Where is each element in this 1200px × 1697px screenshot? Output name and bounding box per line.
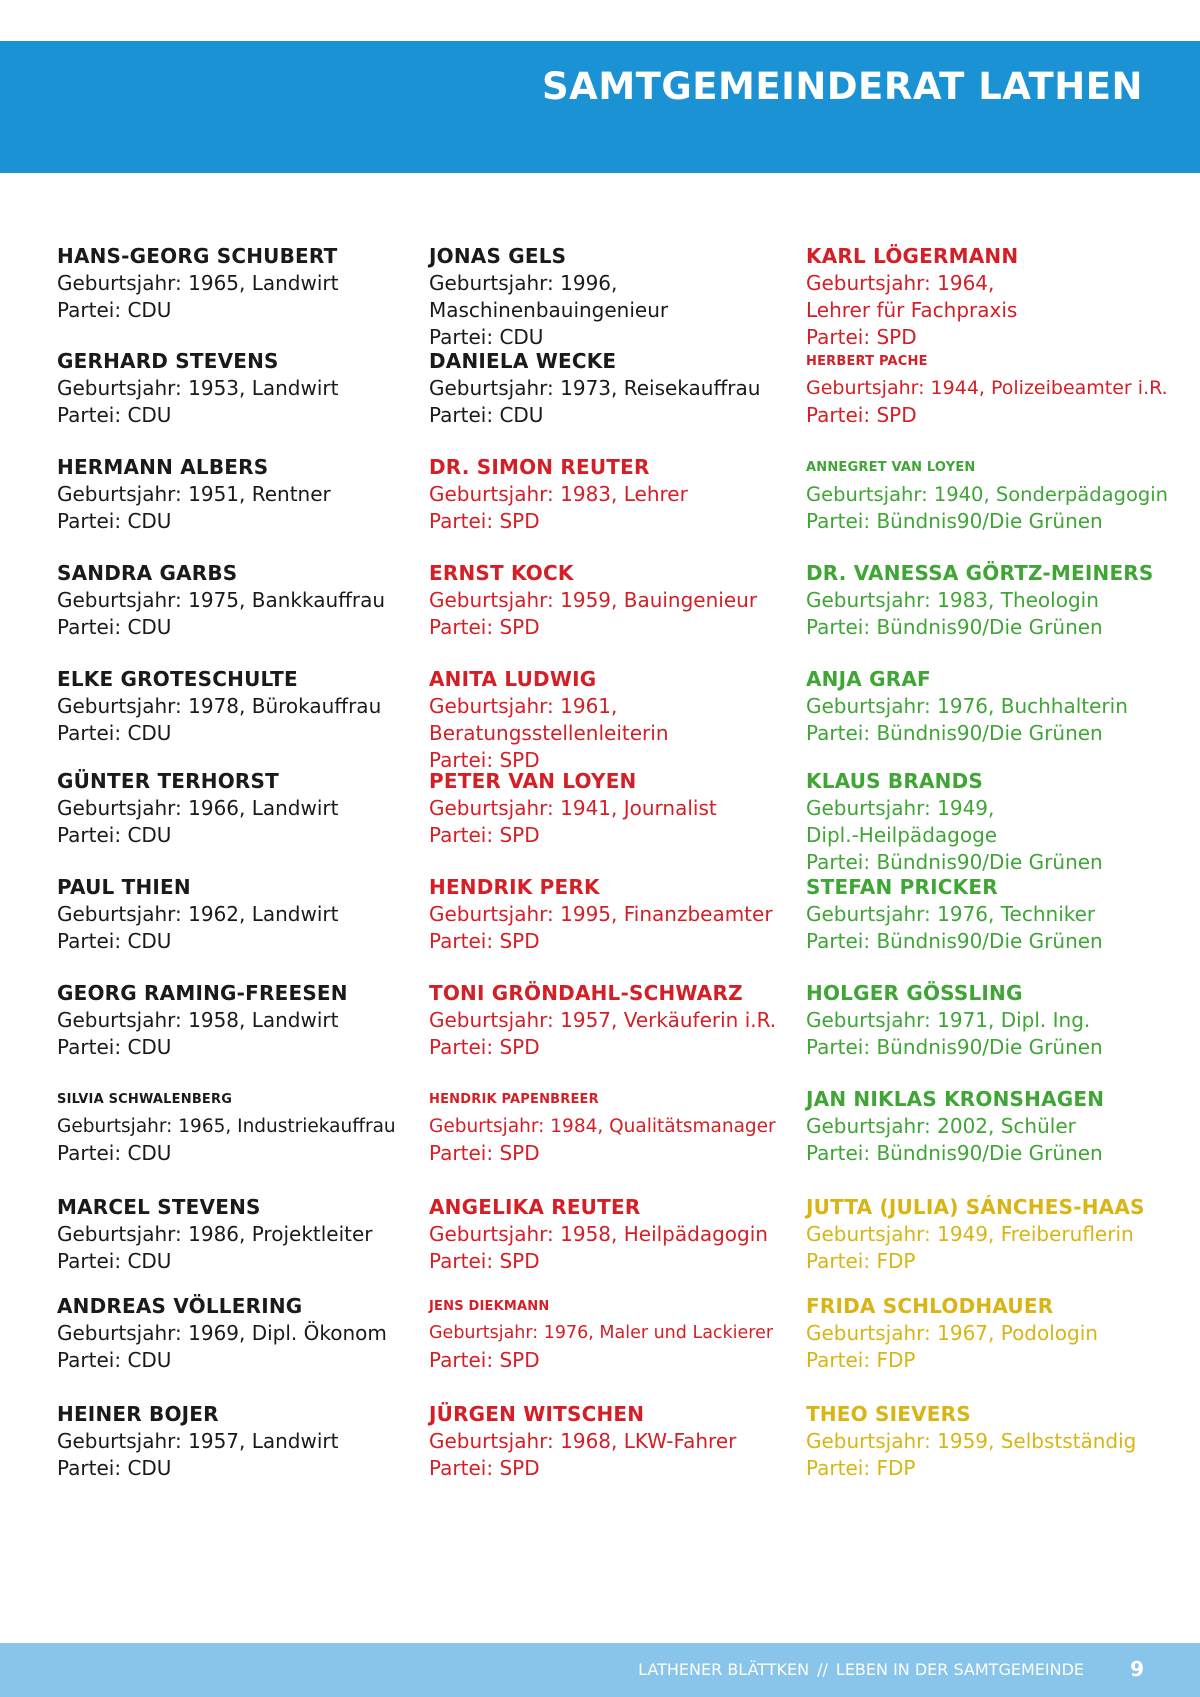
member-details: Geburtsjahr: 1961, <box>429 694 618 718</box>
member-entry <box>806 666 1128 747</box>
member-details: Geburtsjahr: 1978, Bürokauffrau <box>57 694 382 718</box>
member-name: JAN NIKLAS KRONSHAGEN <box>806 1087 1105 1111</box>
member-details: Beratungsstellenleiterin <box>429 721 669 745</box>
member-name: HERBERT PACHE <box>806 354 928 369</box>
member-name: JUTTA (JULIA) SÁNCHES-HAAS <box>806 1195 1145 1219</box>
member-party: Partei: SPD <box>429 509 540 533</box>
member-entry <box>806 348 1168 429</box>
member-name: GEORG RAMING-FREESEN <box>57 981 348 1005</box>
member-party: Partei: SPD <box>429 615 540 639</box>
member-name: STEFAN PRICKER <box>806 875 998 899</box>
member-entry <box>806 768 1103 876</box>
member-name: GÜNTER TERHORST <box>57 769 279 793</box>
footer-publication: LATHENER BLÄTTKEN <box>638 1660 810 1679</box>
member-entry <box>429 1293 773 1374</box>
member-details: Geburtsjahr: 1958, Heilpädagogin <box>429 1222 768 1246</box>
member-details: Geburtsjahr: 1951, Rentner <box>57 482 331 506</box>
member-party: Partei: SPD <box>806 403 917 427</box>
member-entry <box>429 666 669 774</box>
member-details: Geburtsjahr: 1949, <box>806 796 995 820</box>
member-details: Geburtsjahr: 1969, Dipl. Ökonom <box>57 1321 387 1345</box>
member-party: Partei: FDP <box>806 1249 916 1273</box>
member-details: Geburtsjahr: 1953, Landwirt <box>57 376 339 400</box>
member-party: Partei: Bündnis90/Die Grünen <box>806 1141 1103 1165</box>
member-details: Geburtsjahr: 1964, <box>806 271 995 295</box>
member-details: Geburtsjahr: 1976, Techniker <box>806 902 1096 926</box>
member-party: Partei: SPD <box>429 1249 540 1273</box>
member-name: TONI GRÖNDAHL-SCHWARZ <box>429 981 743 1005</box>
member-party: Partei: CDU <box>57 509 172 533</box>
member-entry <box>806 243 1018 351</box>
member-party: Partei: SPD <box>806 325 917 349</box>
member-entry <box>429 1086 776 1167</box>
member-details: Geburtsjahr: 1949, Freiberuflerin <box>806 1222 1134 1246</box>
member-details: Geburtsjahr: 1965, Industriekauffrau <box>57 1116 396 1137</box>
member-details: Geburtsjahr: 1965, Landwirt <box>57 271 339 295</box>
member-name: MARCEL STEVENS <box>57 1195 261 1219</box>
member-details: Geburtsjahr: 1959, Selbstständig <box>806 1429 1137 1453</box>
member-entry <box>57 348 338 429</box>
footer-separator: // <box>817 1660 828 1679</box>
member-name: ANGELIKA REUTER <box>429 1195 641 1219</box>
member-name: FRIDA SCHLODHAUER <box>806 1294 1054 1318</box>
member-party: Partei: SPD <box>429 1141 540 1165</box>
member-name: GERHARD STEVENS <box>57 349 279 373</box>
member-details: Geburtsjahr: 1984, Qualitätsmanager <box>429 1116 776 1137</box>
member-name: KARL LÖGERMANN <box>806 244 1019 268</box>
member-entry <box>57 1194 373 1275</box>
member-name: HENDRIK PAPENBREER <box>429 1092 599 1107</box>
member-party: Partei: CDU <box>57 721 172 745</box>
member-details: Geburtsjahr: 1976, Buchhalterin <box>806 694 1128 718</box>
member-details: Geburtsjahr: 1973, Reisekauffrau <box>429 376 761 400</box>
member-name: PETER VAN LOYEN <box>429 769 637 793</box>
member-details: Geburtsjahr: 1959, Bauingenieur <box>429 588 758 612</box>
member-details: Geburtsjahr: 1966, Landwirt <box>57 796 339 820</box>
member-party: Partei: Bündnis90/Die Grünen <box>806 721 1103 745</box>
member-entry <box>57 560 385 641</box>
member-entry <box>806 1293 1098 1374</box>
member-details: Maschinenbauingenieur <box>429 298 669 322</box>
member-details: Geburtsjahr: 1944, Polizeibeamter i.R. <box>806 377 1168 399</box>
member-details: Geburtsjahr: 1967, Podologin <box>806 1321 1098 1345</box>
member-party: Partei: Bündnis90/Die Grünen <box>806 1035 1103 1059</box>
member-entry <box>806 1194 1145 1275</box>
member-party: Partei: SPD <box>429 929 540 953</box>
member-party: Partei: CDU <box>57 615 172 639</box>
member-entry <box>429 768 717 849</box>
member-party: Partei: Bündnis90/Die Grünen <box>806 509 1103 533</box>
member-party: Partei: FDP <box>806 1456 916 1480</box>
member-party: Partei: CDU <box>57 403 172 427</box>
footer-running-title <box>638 1660 1084 1680</box>
member-details: Geburtsjahr: 1957, Landwirt <box>57 1429 339 1453</box>
member-party: Partei: CDU <box>57 1249 172 1273</box>
member-details: Dipl.-Heilpädagoge <box>806 823 998 847</box>
member-entry <box>57 874 338 955</box>
member-party: Partei: CDU <box>57 1035 172 1059</box>
member-name: HANS-GEORG SCHUBERT <box>57 244 338 268</box>
member-name: DR. VANESSA GÖRTZ-MEINERS <box>806 561 1154 585</box>
member-entry <box>57 666 381 747</box>
member-name: ERNST KOCK <box>429 561 574 585</box>
member-party: Partei: SPD <box>429 1348 540 1372</box>
member-name: JÜRGEN WITSCHEN <box>429 1402 645 1426</box>
page-number: 9 <box>1130 1657 1144 1681</box>
member-name: SANDRA GARBS <box>57 561 238 585</box>
member-name: DR. SIMON REUTER <box>429 455 650 479</box>
member-party: Partei: SPD <box>429 1456 540 1480</box>
member-name: KLAUS BRANDS <box>806 769 983 793</box>
member-details: Geburtsjahr: 1941, Journalist <box>429 796 717 820</box>
member-name: ANNEGRET VAN LOYEN <box>806 460 976 475</box>
member-party: Partei: CDU <box>57 1456 172 1480</box>
member-entry <box>806 1086 1104 1167</box>
member-party: Partei: CDU <box>57 929 172 953</box>
member-name: THEO SIEVERS <box>806 1402 971 1426</box>
member-details: Geburtsjahr: 1957, Verkäuferin i.R. <box>429 1008 777 1032</box>
member-name: PAUL THIEN <box>57 875 191 899</box>
member-entry <box>806 980 1103 1061</box>
member-name: JONAS GELS <box>429 244 567 268</box>
member-entry <box>429 980 776 1061</box>
member-entry <box>57 1401 338 1482</box>
member-name: DANIELA WECKE <box>429 349 617 373</box>
member-details: Geburtsjahr: 1958, Landwirt <box>57 1008 339 1032</box>
member-details: Geburtsjahr: 1968, LKW-Fahrer <box>429 1429 737 1453</box>
member-entry <box>429 1401 736 1482</box>
member-entry <box>429 454 688 535</box>
member-name: HOLGER GÖSSLING <box>806 981 1023 1005</box>
member-name: ANITA LUDWIG <box>429 667 597 691</box>
member-entry <box>806 560 1154 641</box>
member-name: ELKE GROTESCHULTE <box>57 667 298 691</box>
member-party: Partei: CDU <box>429 325 544 349</box>
member-party: Partei: SPD <box>429 1035 540 1059</box>
member-party: Partei: Bündnis90/Die Grünen <box>806 615 1103 639</box>
member-entry <box>57 980 348 1061</box>
member-name: ANDREAS VÖLLERING <box>57 1294 303 1318</box>
member-details: Lehrer für Fachpraxis <box>806 298 1018 322</box>
member-details: Geburtsjahr: 1971, Dipl. Ing. <box>806 1008 1091 1032</box>
member-name: HEINER BOJER <box>57 1402 219 1426</box>
member-name: ANJA GRAF <box>806 667 931 691</box>
member-details: Geburtsjahr: 1983, Theologin <box>806 588 1099 612</box>
member-details: Geburtsjahr: 1962, Landwirt <box>57 902 339 926</box>
member-details: Geburtsjahr: 2002, Schüler <box>806 1114 1076 1138</box>
member-party: Partei: CDU <box>429 403 544 427</box>
page-title: SAMTGEMEINDERAT LATHEN <box>542 65 1143 108</box>
member-name: JENS DIEKMANN <box>429 1299 550 1314</box>
member-party: Partei: CDU <box>57 1348 172 1372</box>
member-details: Geburtsjahr: 1995, Finanzbeamter <box>429 902 773 926</box>
member-party: Partei: Bündnis90/Die Grünen <box>806 850 1103 874</box>
member-entry <box>429 243 668 351</box>
member-details: Geburtsjahr: 1983, Lehrer <box>429 482 688 506</box>
member-details: Geburtsjahr: 1986, Projektleiter <box>57 1222 373 1246</box>
member-entry <box>57 1293 387 1374</box>
member-entry <box>57 243 338 324</box>
member-entry <box>57 1086 396 1167</box>
member-entry <box>429 874 773 955</box>
member-name: HERMANN ALBERS <box>57 455 269 479</box>
member-party: Partei: Bündnis90/Die Grünen <box>806 929 1103 953</box>
member-details: Geburtsjahr: 1975, Bankkauffrau <box>57 588 386 612</box>
member-entry <box>806 1401 1136 1482</box>
member-entry <box>57 454 331 535</box>
member-entry <box>429 1194 768 1275</box>
member-name: SILVIA SCHWALENBERG <box>57 1092 233 1107</box>
member-party: Partei: FDP <box>806 1348 916 1372</box>
member-name: HENDRIK PERK <box>429 875 600 899</box>
member-details: Geburtsjahr: 1976, Maler und Lackierer <box>429 1323 774 1343</box>
member-entry <box>429 348 760 429</box>
footer-section: LEBEN IN DER SAMTGEMEINDE <box>835 1660 1084 1679</box>
member-entry <box>429 560 757 641</box>
member-details: Geburtsjahr: 1996, <box>429 271 618 295</box>
member-details: Geburtsjahr: 1940, Sonderpädagogin <box>806 483 1169 506</box>
member-party: Partei: SPD <box>429 748 540 772</box>
member-entry <box>806 874 1103 955</box>
member-party: Partei: SPD <box>429 823 540 847</box>
member-entry <box>806 454 1168 535</box>
member-entry <box>57 768 338 849</box>
member-party: Partei: CDU <box>57 298 172 322</box>
member-party: Partei: CDU <box>57 823 172 847</box>
member-party: Partei: CDU <box>57 1141 172 1165</box>
